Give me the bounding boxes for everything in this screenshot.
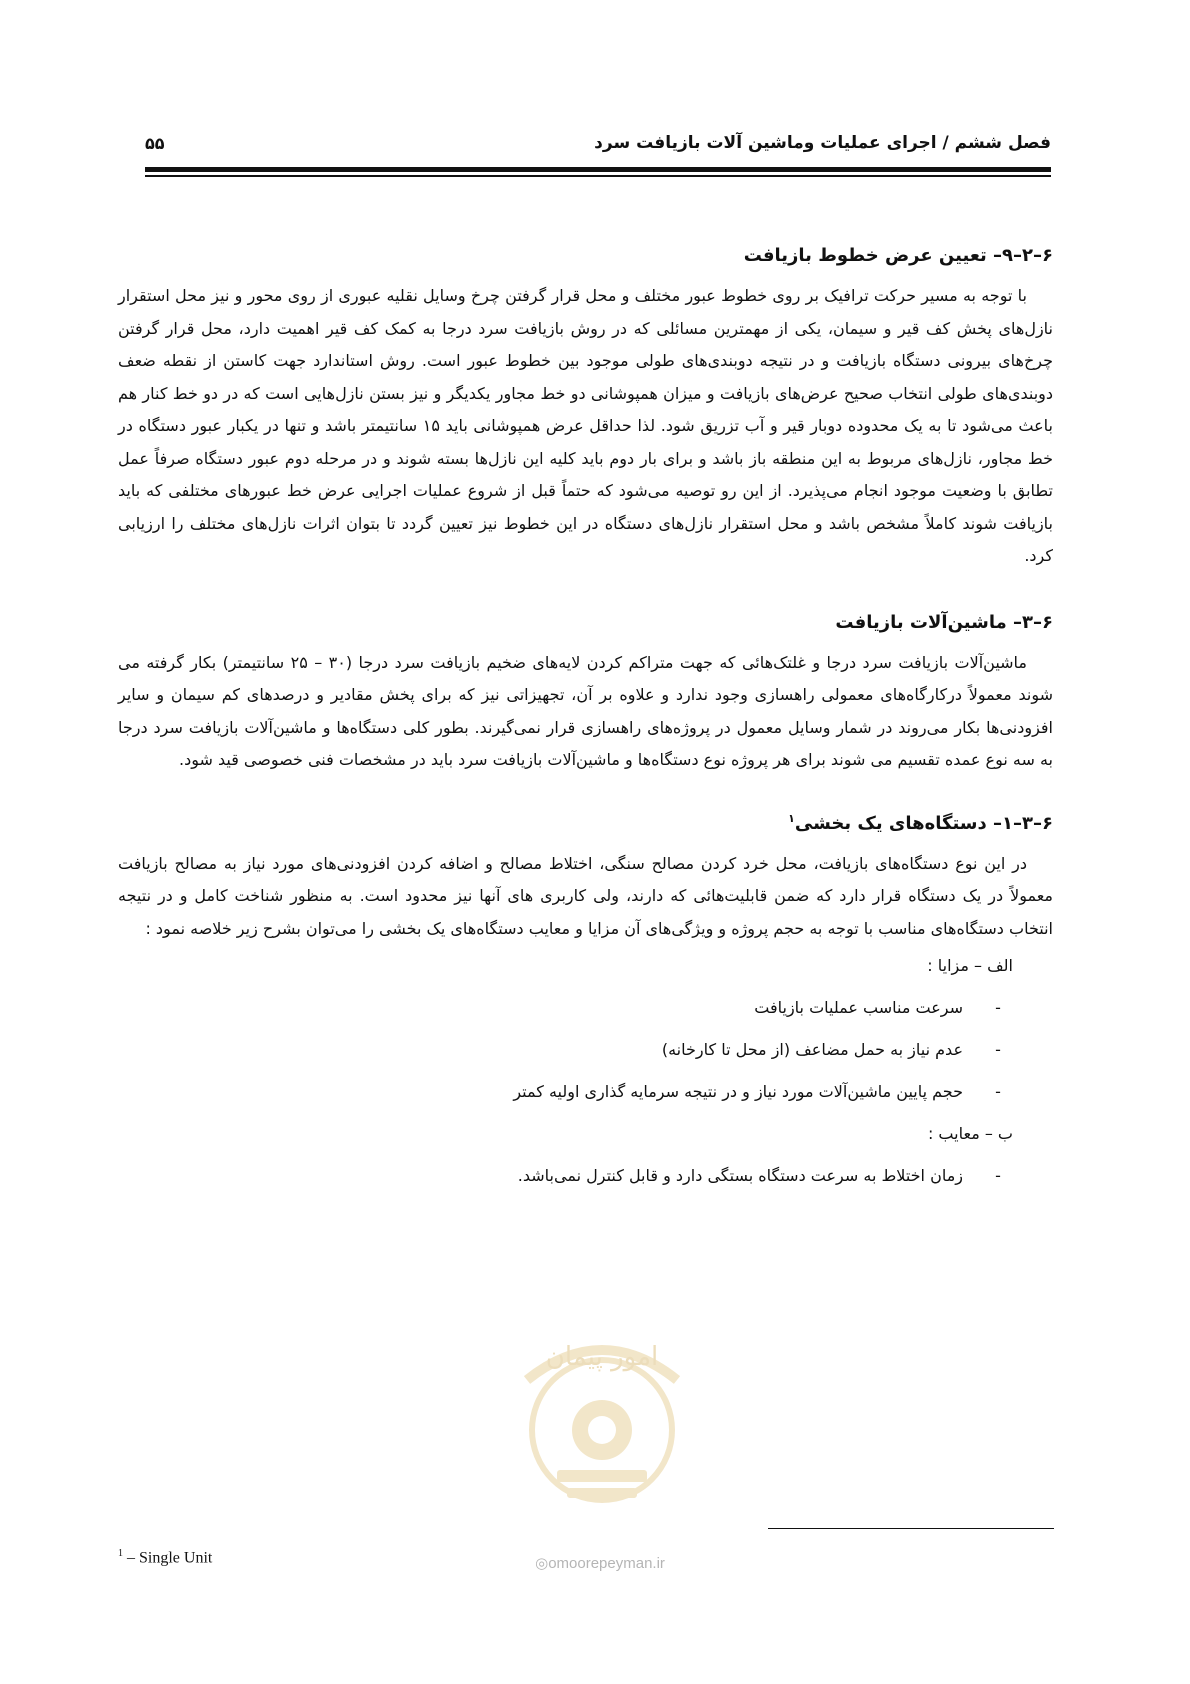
bullet-dash: - xyxy=(995,1040,1001,1059)
list-item xyxy=(118,1029,1033,1071)
footnote-rule xyxy=(768,1528,1054,1529)
page-number: ۵۵ xyxy=(145,133,165,153)
section-heading-6-2-9: ۶–۲–۹– تعیین عرض خطوط بازیافت xyxy=(743,245,1053,266)
footnote-number: 1 xyxy=(118,1548,123,1559)
heading-text: ۶–۳–۱– دستگاه‌های یک بخشی xyxy=(794,812,1053,834)
disadvantages-list xyxy=(118,1155,1053,1197)
watermark-brand: امور پیمان xyxy=(545,1342,659,1372)
at-icon: ◎ xyxy=(535,1555,549,1572)
section-paragraph-6-3: ماشین‌آلات بازیافت سرد درجا و غلتک‌هائی که جهت متراکم کردن لایه‌های ضخیم بازیافت سرد درجا (۳۰ – ۲۵ سانتیمتر) بکار گرفته می شوند معمولاً درکارگاه‌های معمولی راهسازی وجود ندارد و علاوه بر آن، تجهیزاتی نیز که برای پخش مقادیر و درصدهای کم سیمان و سایر افزودنی‌ها بکار می‌روند در شمار وسایل معمول در پروژه‌های راهسازی قرار نمی‌گیرند. بطور کلی دستگاه‌ها و ماشین‌آلات بازیافت سرد درجا به سه نوع عمده تقسیم می شوند برای هر پروژه نوع دستگاه‌ها و ماشین‌آلات بازیافت سرد باید در مشخصات فنی خصوصی قید شود. xyxy=(118,652,1053,769)
list-item-text: عدم نیاز به حمل مضاعف (از محل تا کارخانه) xyxy=(661,1040,963,1059)
list-item xyxy=(118,987,1033,1029)
bullet-dash: - xyxy=(995,1082,1001,1101)
list-item xyxy=(118,1155,1033,1197)
list-item-text: حجم پایین ماشین‌آلات مورد نیاز و در نتیجه سرمایه گذاری اولیه کمتر xyxy=(513,1082,963,1101)
advantages-list xyxy=(118,987,1053,1113)
header-rule-thick xyxy=(145,167,1051,172)
disadvantages-label: ب – معایب : xyxy=(927,1124,1013,1143)
page-body xyxy=(118,242,1053,1197)
footnote-ref: ۱ xyxy=(788,811,795,825)
bullet-dash: - xyxy=(995,1166,1001,1185)
footnote xyxy=(118,1548,212,1567)
section-paragraph-6-3-1: در این نوع دستگاه‌های بازیافت، محل خرد کردن مصالح سنگی، اختلاط مصالح و اضافه کردن افزودنی‌های مورد نیاز به مصالح بازیافت معمولاً در یک دستگاه قرار دارد که ضمن قابلیت‌هائی که دارند، ولی کاربری های آنها نیز محدود است. به منظور شناخت کامل و در نتیجه انتخاب دستگاه‌های مناسب با توجه به حجم پروژه و ویژگی‌های آن مزایا و معایب دستگاه‌های یک بخشی را می‌توان بشرح زیر خلاصه نمود : xyxy=(118,853,1053,938)
bullet-dash: - xyxy=(995,998,1001,1017)
watermark-site xyxy=(500,1554,700,1572)
section-heading-6-3-1 xyxy=(118,805,1053,838)
watermark-logo xyxy=(497,1320,707,1530)
list-item xyxy=(118,1071,1033,1113)
watermark-site-text: omoorepeyman.ir xyxy=(548,1555,665,1572)
page-header xyxy=(145,128,1051,158)
section-heading-6-3: ۶–۳– ماشین‌آلات بازیافت xyxy=(835,611,1053,633)
header-rule-thin xyxy=(145,175,1051,177)
advantages-label: الف – مزایا : xyxy=(927,956,1013,975)
list-item-text: سرعت مناسب عملیات بازیافت xyxy=(754,998,963,1017)
list-item-text: زمان اختلاط به سرعت دستگاه بستگی دارد و قابل کنترل نمی‌باشد. xyxy=(517,1166,963,1185)
footnote-text: – Single Unit xyxy=(123,1549,213,1567)
section-paragraph-6-2-9: با توجه به مسیر حرکت ترافیک بر روی خطوط عبور مختلف و محل قرار گرفتن چرخ وسایل نقلیه عبوری از روی محور و نیز محل استقرار نازل‌های پخش کف قیر و سیمان، یکی از مهمترین مسائلی که در روش بازیافت سرد درجا به کمک کف قیر اهمیت دارد، محل قرار گرفتن چرخ‌های بیرونی دستگاه بازیافت و در نتیجه دوبندی‌های طولی موجود بین خطوط عبور است. روش استاندارد جهت کاستن از نقطه ضعف دوبندی‌های طولی انتخاب صحیح عرض‌های بازیافت و میزان همپوشانی دو خط مجاور یکدیگر و نیز بستن نازل‌هایی است که در دو خط کنار هم باعث می‌شود تا به یک محدوده دوبار قیر و آب تزریق شود. لذا حداقل عرض همپوشانی باید ۱۵ سانتیمتر باشد و تنها در یکبار عبور دستگاه در خط مجاور، نازل‌های مربوط به این منطقه باز باشد و برای بار دوم باید کلیه این نازل‌ها بسته شوند و در مرحله دوم عبور دستگاه صرفاً عمل تطابق با وضعیت موجود انجام می‌پذیرد. از این رو توصیه می‌شود که حتماً قبل از شروع عملیات اجرایی عرض خط عبورهای مختلفی که باید بازیافت شوند کاملاً مشخص باشد و محل استقرار نازل‌های دستگاه در این خطوط نیز تعیین گردد تا بتوان اثرات نازل‌های مختلف را ارزیابی کرد. xyxy=(118,286,1054,565)
chapter-title: فصل ششم / اجرای عملیات وماشین آلات بازیافت سرد xyxy=(594,133,1051,153)
